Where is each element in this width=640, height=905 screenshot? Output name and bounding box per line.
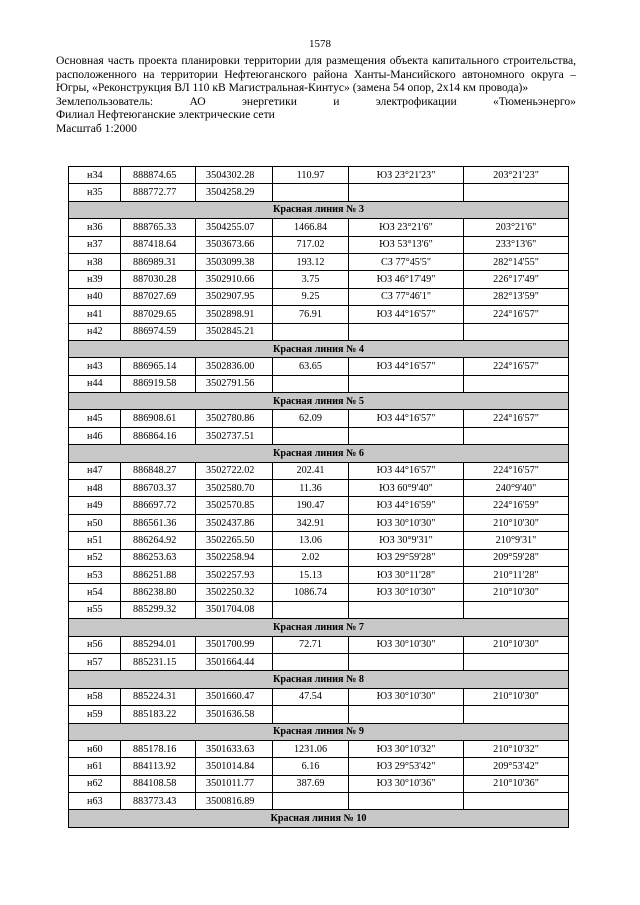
rhumb-cell: ЮЗ 60°9'40" (349, 480, 464, 497)
azimuth-cell: 226°17'49" (464, 271, 569, 288)
table-row (69, 793, 569, 810)
x-coordinate-cell: 886703.37 (121, 480, 196, 497)
segment-length-cell: 190.47 (273, 497, 349, 514)
segment-length-cell: 6.16 (273, 758, 349, 775)
point-id-cell: н63 (69, 793, 121, 810)
x-coordinate-cell: 887418.64 (121, 236, 196, 253)
segment-length-cell: 15.13 (273, 566, 349, 583)
rhumb-cell: СЗ 77°46'1" (349, 288, 464, 305)
point-id-cell: н36 (69, 219, 121, 236)
azimuth-cell: 282°14'55" (464, 253, 569, 270)
rhumb-cell: ЮЗ 44°16'57" (349, 462, 464, 479)
land-user-line (56, 95, 576, 109)
segment-length-cell: 63.65 (273, 358, 349, 375)
rhumb-cell (349, 793, 464, 810)
table-row (69, 514, 569, 531)
y-coordinate-cell: 3502250.32 (196, 584, 273, 601)
table-row (69, 410, 569, 427)
point-id-cell: н56 (69, 636, 121, 653)
azimuth-cell: 233°13'6" (464, 236, 569, 253)
y-coordinate-cell: 3502907.95 (196, 288, 273, 305)
y-coordinate-cell: 3501664.44 (196, 653, 273, 670)
azimuth-cell (464, 706, 569, 723)
table-row (69, 688, 569, 705)
x-coordinate-cell: 886864.16 (121, 427, 196, 444)
rhumb-cell: ЮЗ 44°16'57" (349, 358, 464, 375)
x-coordinate-cell: 886919.58 (121, 375, 196, 392)
y-coordinate-cell: 3501704.08 (196, 601, 273, 618)
segment-length-cell: 193.12 (273, 253, 349, 270)
table-row (69, 758, 569, 775)
table-row (69, 288, 569, 305)
rhumb-cell: ЮЗ 30°10'30" (349, 636, 464, 653)
rhumb-cell: ЮЗ 44°16'57" (349, 410, 464, 427)
segment-length-cell: 11.36 (273, 480, 349, 497)
azimuth-cell: 210°9'31" (464, 532, 569, 549)
point-id-cell: н34 (69, 167, 121, 184)
section-title: Красная линия № 6 (69, 445, 569, 462)
y-coordinate-cell: 3502910.66 (196, 271, 273, 288)
azimuth-cell: 210°11'28" (464, 566, 569, 583)
rhumb-cell: ЮЗ 44°16'59" (349, 497, 464, 514)
y-coordinate-cell: 3502437.86 (196, 514, 273, 531)
azimuth-cell (464, 601, 569, 618)
rhumb-cell: ЮЗ 30°10'30" (349, 514, 464, 531)
segment-length-cell: 2.02 (273, 549, 349, 566)
x-coordinate-cell: 886848.27 (121, 462, 196, 479)
azimuth-cell: 210°10'30" (464, 636, 569, 653)
segment-length-cell: 9.25 (273, 288, 349, 305)
point-id-cell: н40 (69, 288, 121, 305)
rhumb-cell: ЮЗ 44°16'57" (349, 306, 464, 323)
azimuth-cell (464, 184, 569, 201)
azimuth-cell (464, 323, 569, 340)
azimuth-cell: 203°21'23" (464, 167, 569, 184)
azimuth-cell (464, 653, 569, 670)
y-coordinate-cell: 3503099.38 (196, 253, 273, 270)
point-id-cell: н60 (69, 740, 121, 757)
y-coordinate-cell: 3502737.51 (196, 427, 273, 444)
table-row (69, 427, 569, 444)
segment-length-cell (273, 793, 349, 810)
y-coordinate-cell: 3502265.50 (196, 532, 273, 549)
azimuth-cell: 224°16'57" (464, 410, 569, 427)
point-id-cell: н61 (69, 758, 121, 775)
azimuth-cell (464, 793, 569, 810)
section-title: Красная линия № 5 (69, 393, 569, 410)
rhumb-cell: ЮЗ 29°53'42" (349, 758, 464, 775)
y-coordinate-cell: 3504258.29 (196, 184, 273, 201)
point-id-cell: н54 (69, 584, 121, 601)
rhumb-cell (349, 323, 464, 340)
segment-length-cell (273, 427, 349, 444)
table-row (69, 480, 569, 497)
table-row (69, 271, 569, 288)
section-title: Красная линия № 7 (69, 619, 569, 636)
segment-length-cell: 110.97 (273, 167, 349, 184)
point-id-cell: н48 (69, 480, 121, 497)
azimuth-cell: 210°10'30" (464, 514, 569, 531)
azimuth-cell: 224°16'59" (464, 497, 569, 514)
x-coordinate-cell: 886238.80 (121, 584, 196, 601)
azimuth-cell: 210°10'36" (464, 775, 569, 792)
rhumb-cell (349, 601, 464, 618)
rhumb-cell: ЮЗ 23°21'6" (349, 219, 464, 236)
table-row (69, 601, 569, 618)
azimuth-cell: 240°9'40" (464, 480, 569, 497)
land-user-label: Землепользователь: (56, 94, 154, 108)
rhumb-cell: ЮЗ 23°21'23" (349, 167, 464, 184)
azimuth-cell: 210°10'30" (464, 584, 569, 601)
section-title: Красная линия № 3 (69, 201, 569, 218)
segment-length-cell: 387.69 (273, 775, 349, 792)
y-coordinate-cell: 3500816.89 (196, 793, 273, 810)
point-id-cell: н43 (69, 358, 121, 375)
table-row (69, 740, 569, 757)
point-id-cell: н42 (69, 323, 121, 340)
rhumb-cell (349, 427, 464, 444)
azimuth-cell: 224°16'57" (464, 306, 569, 323)
section-row (69, 340, 569, 357)
section-row (69, 201, 569, 218)
x-coordinate-cell: 887027.69 (121, 288, 196, 305)
table-row (69, 497, 569, 514)
x-coordinate-cell: 886561.36 (121, 514, 196, 531)
segment-length-cell: 202.41 (273, 462, 349, 479)
point-id-cell: н46 (69, 427, 121, 444)
x-coordinate-cell: 884113.92 (121, 758, 196, 775)
x-coordinate-cell: 887030.28 (121, 271, 196, 288)
point-id-cell: н52 (69, 549, 121, 566)
x-coordinate-cell: 884108.58 (121, 775, 196, 792)
x-coordinate-cell: 887029.65 (121, 306, 196, 323)
point-id-cell: н38 (69, 253, 121, 270)
x-coordinate-cell: 885178.16 (121, 740, 196, 757)
table-row (69, 219, 569, 236)
y-coordinate-cell: 3504255.07 (196, 219, 273, 236)
x-coordinate-cell: 885231.15 (121, 653, 196, 670)
azimuth-cell (464, 427, 569, 444)
segment-length-cell (273, 601, 349, 618)
point-id-cell: н55 (69, 601, 121, 618)
x-coordinate-cell: 885294.01 (121, 636, 196, 653)
point-id-cell: н50 (69, 514, 121, 531)
table-row (69, 306, 569, 323)
y-coordinate-cell: 3503673.66 (196, 236, 273, 253)
point-id-cell: н58 (69, 688, 121, 705)
page-number: 1578 (309, 38, 331, 50)
table-row (69, 236, 569, 253)
azimuth-cell: 209°59'28" (464, 549, 569, 566)
point-id-cell: н62 (69, 775, 121, 792)
rhumb-cell: ЮЗ 30°10'36" (349, 775, 464, 792)
table-row (69, 358, 569, 375)
x-coordinate-cell: 883773.43 (121, 793, 196, 810)
y-coordinate-cell: 3502257.93 (196, 566, 273, 583)
section-row (69, 723, 569, 740)
azimuth-cell: 210°10'32" (464, 740, 569, 757)
table-row (69, 636, 569, 653)
segment-length-cell (273, 653, 349, 670)
x-coordinate-cell: 885299.32 (121, 601, 196, 618)
coordinates-table-body (69, 167, 569, 828)
segment-length-cell: 62.09 (273, 410, 349, 427)
point-id-cell: н39 (69, 271, 121, 288)
y-coordinate-cell: 3501014.84 (196, 758, 273, 775)
y-coordinate-cell: 3501700.99 (196, 636, 273, 653)
rhumb-cell (349, 184, 464, 201)
x-coordinate-cell: 885224.31 (121, 688, 196, 705)
rhumb-cell: ЮЗ 53°13'6" (349, 236, 464, 253)
x-coordinate-cell: 886974.59 (121, 323, 196, 340)
table-row (69, 375, 569, 392)
x-coordinate-cell: 886264.92 (121, 532, 196, 549)
azimuth-cell: 210°10'30" (464, 688, 569, 705)
y-coordinate-cell: 3502580.70 (196, 480, 273, 497)
table-row (69, 706, 569, 723)
azimuth-cell: 209°53'42" (464, 758, 569, 775)
section-row (69, 810, 569, 827)
section-row (69, 393, 569, 410)
point-id-cell: н49 (69, 497, 121, 514)
segment-length-cell: 1231.06 (273, 740, 349, 757)
rhumb-cell: ЮЗ 30°10'32" (349, 740, 464, 757)
table-row (69, 775, 569, 792)
segment-length-cell (273, 184, 349, 201)
y-coordinate-cell: 3504302.28 (196, 167, 273, 184)
point-id-cell: н53 (69, 566, 121, 583)
rhumb-cell: ЮЗ 29°59'28" (349, 549, 464, 566)
point-id-cell: н35 (69, 184, 121, 201)
x-coordinate-cell: 888772.77 (121, 184, 196, 201)
x-coordinate-cell: 885183.22 (121, 706, 196, 723)
x-coordinate-cell: 886965.14 (121, 358, 196, 375)
point-id-cell: н59 (69, 706, 121, 723)
y-coordinate-cell: 3502780.86 (196, 410, 273, 427)
segment-length-cell: 76.91 (273, 306, 349, 323)
land-user-word: и (333, 94, 340, 108)
rhumb-cell (349, 706, 464, 723)
x-coordinate-cell: 886908.61 (121, 410, 196, 427)
table-row (69, 532, 569, 549)
y-coordinate-cell: 3502845.21 (196, 323, 273, 340)
x-coordinate-cell: 886697.72 (121, 497, 196, 514)
segment-length-cell: 342.91 (273, 514, 349, 531)
segment-length-cell: 13.06 (273, 532, 349, 549)
point-id-cell: н47 (69, 462, 121, 479)
segment-length-cell: 47.54 (273, 688, 349, 705)
azimuth-cell: 203°21'6" (464, 219, 569, 236)
table-row (69, 584, 569, 601)
land-user-word: АО (189, 94, 206, 108)
y-coordinate-cell: 3501633.63 (196, 740, 273, 757)
section-row (69, 671, 569, 688)
rhumb-cell: ЮЗ 46°17'49" (349, 271, 464, 288)
table-row (69, 653, 569, 670)
x-coordinate-cell: 888874.65 (121, 167, 196, 184)
section-row (69, 445, 569, 462)
section-title: Красная линия № 8 (69, 671, 569, 688)
segment-length-cell (273, 375, 349, 392)
point-id-cell: н45 (69, 410, 121, 427)
y-coordinate-cell: 3501011.77 (196, 775, 273, 792)
x-coordinate-cell: 886253.63 (121, 549, 196, 566)
y-coordinate-cell: 3502722.02 (196, 462, 273, 479)
coordinates-table-wrapper (68, 166, 568, 828)
table-row (69, 462, 569, 479)
table-row (69, 253, 569, 270)
y-coordinate-cell: 3502791.56 (196, 375, 273, 392)
segment-length-cell: 1466.84 (273, 219, 349, 236)
point-id-cell: н37 (69, 236, 121, 253)
rhumb-cell (349, 375, 464, 392)
segment-length-cell (273, 706, 349, 723)
rhumb-cell: СЗ 77°45'5" (349, 253, 464, 270)
azimuth-cell: 282°13'59" (464, 288, 569, 305)
point-id-cell: н44 (69, 375, 121, 392)
section-title: Красная линия № 9 (69, 723, 569, 740)
azimuth-cell: 224°16'57" (464, 358, 569, 375)
rhumb-cell: ЮЗ 30°10'30" (349, 584, 464, 601)
point-id-cell: н41 (69, 306, 121, 323)
azimuth-cell (464, 375, 569, 392)
land-user-word: «Тюменьэнерго» (493, 94, 576, 108)
point-id-cell: н57 (69, 653, 121, 670)
segment-length-cell: 717.02 (273, 236, 349, 253)
table-row (69, 167, 569, 184)
section-row (69, 619, 569, 636)
azimuth-cell: 224°16'57" (464, 462, 569, 479)
y-coordinate-cell: 3502258.94 (196, 549, 273, 566)
coordinates-table (68, 166, 569, 828)
y-coordinate-cell: 3502836.00 (196, 358, 273, 375)
segment-length-cell: 72.71 (273, 636, 349, 653)
x-coordinate-cell: 886989.31 (121, 253, 196, 270)
segment-length-cell: 3.75 (273, 271, 349, 288)
land-user-word: электрофикации (375, 94, 457, 108)
segment-length-cell (273, 323, 349, 340)
y-coordinate-cell: 3502570.85 (196, 497, 273, 514)
table-row (69, 323, 569, 340)
segment-length-cell: 1086.74 (273, 584, 349, 601)
land-user-word: энергетики (241, 94, 297, 108)
document-title: Основная часть проекта планировки территории для размещения объекта капитального строительства, расположенного на территории Нефтеюганского района Ханты-Мансийского автономного округа – Югры, «Реконструкция ВЛ 110 кВ Магистральная-Кинтус» (замена 54 опор, 2х14 км провода)» (56, 54, 576, 95)
y-coordinate-cell: 3501660.47 (196, 688, 273, 705)
point-id-cell: н51 (69, 532, 121, 549)
document-header (56, 54, 576, 136)
table-row (69, 566, 569, 583)
y-coordinate-cell: 3501636.58 (196, 706, 273, 723)
rhumb-cell: ЮЗ 30°11'28" (349, 566, 464, 583)
x-coordinate-cell: 888765.33 (121, 219, 196, 236)
table-row (69, 184, 569, 201)
x-coordinate-cell: 886251.88 (121, 566, 196, 583)
section-title: Красная линия № 10 (69, 810, 569, 827)
y-coordinate-cell: 3502898.91 (196, 306, 273, 323)
scale-label: Масштаб 1:2000 (56, 121, 137, 135)
table-row (69, 549, 569, 566)
branch-name: Филиал Нефтеюганские электрические сети (56, 108, 275, 122)
rhumb-cell: ЮЗ 30°9'31" (349, 532, 464, 549)
rhumb-cell (349, 653, 464, 670)
rhumb-cell: ЮЗ 30°10'30" (349, 688, 464, 705)
section-title: Красная линия № 4 (69, 340, 569, 357)
